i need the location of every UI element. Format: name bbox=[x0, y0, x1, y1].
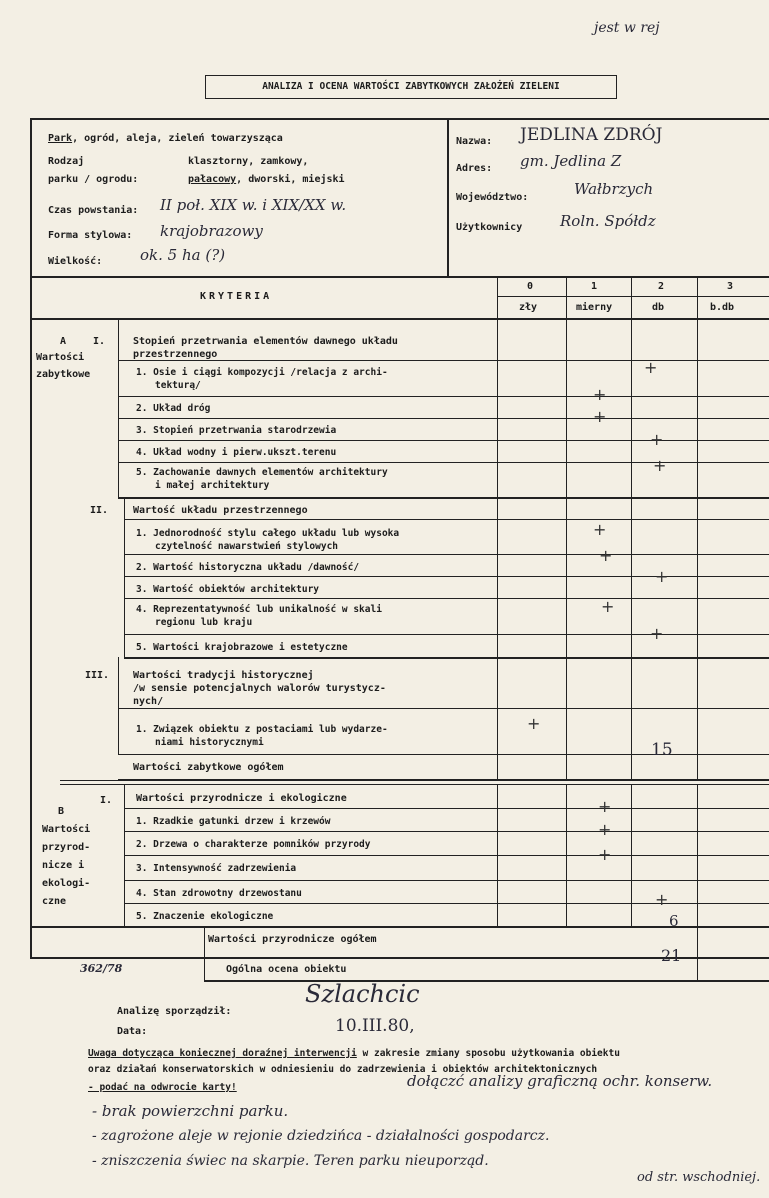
rodzaj-values-2 bbox=[188, 174, 345, 185]
forma-label: Forma stylowa: bbox=[48, 230, 133, 241]
table-border-top bbox=[30, 118, 769, 120]
group-3-roman: III. bbox=[85, 670, 110, 681]
totals-left-line bbox=[204, 926, 205, 980]
mark-a2-4: + bbox=[601, 597, 615, 616]
info-divider bbox=[447, 118, 449, 276]
overall-value: 21 bbox=[661, 946, 682, 965]
czas-value: II poł. XIX w. i XIX/XX w. bbox=[160, 196, 347, 214]
wielkosc-value: ok. 5 ha (?) bbox=[140, 246, 226, 264]
uzytk-value: Roln. Spółdz bbox=[560, 212, 656, 230]
mark-a1-2: + bbox=[593, 385, 607, 404]
table-border-left bbox=[30, 118, 32, 958]
group-1-title-2: przestrzennego bbox=[133, 349, 218, 360]
row-line bbox=[124, 576, 769, 577]
palacowy-selected: pałacowy bbox=[188, 174, 237, 185]
overall-label: Ogólna ocena obiektu bbox=[226, 964, 347, 975]
row-line bbox=[118, 360, 769, 361]
section-b-total-value: 6 bbox=[669, 912, 679, 930]
section-b-roman: I. bbox=[100, 795, 113, 806]
mark-a1-3: + bbox=[593, 407, 607, 426]
signature: Szlachcic bbox=[305, 980, 420, 1008]
section-a-title-2: zabytkowe bbox=[36, 369, 91, 380]
criterion-a2-4-l1: 4. Reprezentatywność lub unikalność w skali bbox=[136, 604, 382, 615]
row-line bbox=[124, 598, 769, 599]
criterion-b-5: 5. Znaczenie ekologiczne bbox=[136, 911, 274, 922]
section-divider bbox=[60, 780, 769, 781]
date-label: Data: bbox=[117, 1026, 148, 1037]
handwritten-note-4: od str. wschodniej. bbox=[637, 1170, 761, 1185]
criterion-a2-2: 2. Wartość historyczna układu /dawność/ bbox=[136, 562, 360, 573]
criterion-a1-4: 4. Układ wodny i pierw.ukszt.terenu bbox=[136, 447, 337, 458]
row-line bbox=[124, 880, 769, 881]
section-b-title-1: Wartości bbox=[42, 824, 91, 835]
mark-b-1: + bbox=[598, 797, 612, 816]
row-line bbox=[124, 855, 769, 856]
row-line bbox=[30, 926, 769, 928]
criterion-a2-1-l2: czytelność nawarstwień stylowych bbox=[155, 541, 339, 552]
group-1-title-1: Stopień przetrwania elementów dawnego układu bbox=[133, 336, 398, 347]
note-line-1-rest: w zakresie zmiany sposobu użytkowania obiektu bbox=[356, 1048, 620, 1059]
row-line bbox=[118, 396, 769, 397]
handwritten-note-1: - brak powierzchni parku. bbox=[92, 1102, 289, 1120]
totals-right-line bbox=[697, 926, 698, 980]
park-type-line bbox=[48, 133, 283, 144]
criterion-a1-2: 2. Układ dróg bbox=[136, 403, 211, 414]
group-3-title-3: nych/ bbox=[133, 696, 164, 707]
criterion-a2-3: 3. Wartość obiektów architektury bbox=[136, 584, 320, 595]
mark-a1-5: + bbox=[653, 456, 667, 475]
czas-label: Czas powstania: bbox=[48, 205, 139, 216]
col-3-num: 3 bbox=[727, 281, 734, 292]
mark-b-3: + bbox=[598, 845, 612, 864]
row-line bbox=[118, 462, 769, 463]
adres-value: gm. Jedlina Z bbox=[520, 152, 622, 170]
mark-a2-1: + bbox=[593, 520, 607, 539]
note-line-1 bbox=[88, 1048, 620, 1059]
adres-label: Adres: bbox=[456, 163, 493, 174]
ref-number: 362/78 bbox=[80, 962, 123, 975]
col-2-num: 2 bbox=[658, 281, 665, 292]
criteria-label: KRYTERIA bbox=[200, 291, 273, 302]
col-0-num: 0 bbox=[527, 281, 534, 292]
group-3-left-line bbox=[118, 657, 119, 755]
park-type-options: , ogród, aleja, zieleń towarzysząca bbox=[72, 133, 283, 144]
section-b-title-3: nicze i bbox=[42, 860, 85, 871]
date-value: 10.III.80, bbox=[335, 1016, 415, 1036]
criterion-a3-1-l1: 1. Związek obiektu z postaciami lub wydarze- bbox=[136, 724, 388, 735]
form-title: ANALIZA I OCENA WARTOŚCI ZABYTKOWYCH ZAŁOŻEŃ ZIELENI bbox=[205, 75, 617, 99]
park-type-selected: Park bbox=[48, 133, 73, 144]
mark-b-4: + bbox=[655, 890, 669, 909]
woj-label: Województwo: bbox=[456, 192, 529, 203]
woj-value: Wałbrzych bbox=[574, 180, 654, 198]
col-2-line bbox=[631, 276, 632, 779]
criterion-a1-5-l2: i małej architektury bbox=[155, 480, 270, 491]
col-1-line bbox=[566, 276, 567, 779]
section-a-total-label: Wartości zabytkowe ogółem bbox=[133, 762, 284, 773]
criterion-a2-4-l2: regionu lub kraju bbox=[155, 617, 253, 628]
col-2-name: db bbox=[652, 302, 665, 313]
col-3-line bbox=[697, 276, 698, 779]
section-a-total-value: 15 bbox=[651, 740, 673, 760]
row-line bbox=[124, 554, 769, 555]
section-divider bbox=[60, 784, 769, 785]
group-3-title-1: Wartości tradycji historycznej bbox=[133, 670, 314, 681]
criterion-b-3: 3. Intensywność zadrzewienia bbox=[136, 863, 297, 874]
uzytk-label: Użytkownicy bbox=[456, 222, 523, 233]
mark-a2-5: + bbox=[650, 624, 664, 643]
section-a-roman: I. bbox=[93, 336, 106, 347]
rodzaj-label: Rodzaj bbox=[48, 156, 85, 167]
group-3-title-2: /w sensie potencjalnych walorów turystycz- bbox=[133, 683, 386, 694]
mark-a2-3: + bbox=[655, 567, 669, 586]
row-line bbox=[124, 519, 769, 520]
col-0-name: zły bbox=[519, 302, 538, 313]
group-2-roman: II. bbox=[90, 505, 109, 516]
nazwa-value: JEDLINA ZDRÓJ bbox=[520, 125, 663, 145]
forma-value: krajobrazowy bbox=[160, 222, 263, 240]
criterion-a3-1-l2: niami historycznymi bbox=[155, 737, 264, 748]
col-0-line bbox=[497, 276, 498, 779]
mark-a2-2: + bbox=[599, 546, 613, 565]
row-line bbox=[118, 708, 769, 709]
header-bottom-line bbox=[30, 318, 769, 320]
section-b-letter: B bbox=[58, 806, 65, 817]
criterion-b-2: 2. Drzewa o charakterze pomników przyrody bbox=[136, 839, 371, 850]
section-b-title-4: ekologi- bbox=[42, 878, 91, 889]
analysis-label: Analizę sporządził: bbox=[117, 1006, 232, 1017]
row-line bbox=[118, 497, 769, 499]
section-a-title-1: Wartości bbox=[36, 352, 85, 363]
section-b-total-label: Wartości przyrodnicze ogółem bbox=[208, 934, 377, 945]
section-b-title-2: przyrod- bbox=[42, 842, 91, 853]
criterion-a1-1-l2: tekturą/ bbox=[155, 380, 201, 391]
wielkosc-label: Wielkość: bbox=[48, 256, 103, 267]
col-3-name: b.db bbox=[710, 302, 735, 313]
col-1-name: mierny bbox=[576, 302, 613, 313]
rodzaj-values-1: klasztorny, zamkowy, bbox=[188, 156, 309, 167]
row-line bbox=[118, 440, 769, 441]
rodzaj-values-2-rest: , dworski, miejski bbox=[236, 174, 345, 185]
row-line bbox=[118, 418, 769, 419]
group-2-title: Wartość układu przestrzennego bbox=[133, 505, 308, 516]
note-underlined: Uwaga dotycząca koniecznej doraźnej interwencji bbox=[88, 1048, 357, 1059]
nazwa-label: Nazwa: bbox=[456, 136, 493, 147]
section-b-group-title: Wartości przyrodnicze i ekologiczne bbox=[136, 793, 347, 804]
note-line-3: - podać na odwrocie karty! bbox=[88, 1082, 237, 1093]
section-a-label-line bbox=[118, 318, 119, 498]
handwritten-note-2: - zagrożone aleje w rejonie dziedzińca - działalności gospodarcz. bbox=[92, 1128, 550, 1144]
section-a-letter: A bbox=[60, 336, 67, 347]
header-mid-line bbox=[497, 296, 769, 297]
criterion-a2-5: 5. Wartości krajobrazowe i estetyczne bbox=[136, 642, 348, 653]
handwritten-note-3: - zniszczenia świec na skarpie. Teren parku nieuporząd. bbox=[92, 1153, 489, 1169]
row-line bbox=[124, 634, 769, 635]
row-line bbox=[124, 808, 769, 809]
criterion-a1-3: 3. Stopień przetrwania starodrzewia bbox=[136, 425, 337, 436]
col-1-num: 1 bbox=[591, 281, 598, 292]
mark-a3-1: + bbox=[527, 714, 541, 733]
corner-note: jest w rej bbox=[594, 20, 660, 36]
handwritten-note-0: dołączć analizy graficzną ochr. konserw. bbox=[407, 1072, 713, 1090]
section-b-title-5: czne bbox=[42, 896, 67, 907]
row-line bbox=[124, 903, 769, 904]
note-line-2: oraz działań konserwatorskich w odniesieniu do zadrzewienia i obiektów architektonicznych bbox=[88, 1064, 598, 1075]
criterion-a1-1-l1: 1. Osie i ciągi kompozycji /relacja z archi- bbox=[136, 367, 388, 378]
criterion-a2-1-l1: 1. Jednorodność stylu całego układu lub wysoka bbox=[136, 528, 400, 539]
row-line bbox=[30, 957, 769, 959]
criterion-b-1: 1. Rzadkie gatunki drzew i krzewów bbox=[136, 816, 331, 827]
info-bottom-line bbox=[30, 276, 769, 278]
criterion-a1-5-l1: 5. Zachowanie dawnych elementów architektury bbox=[136, 467, 388, 478]
mark-a1-1: + bbox=[644, 358, 658, 377]
row-line bbox=[124, 657, 769, 659]
parku-label: parku / ogrodu: bbox=[48, 174, 139, 185]
criterion-b-4: 4. Stan zdrowotny drzewostanu bbox=[136, 888, 302, 899]
mark-a1-4: + bbox=[650, 430, 664, 449]
totals-bottom-line bbox=[204, 980, 769, 982]
mark-b-2: + bbox=[598, 820, 612, 839]
group-2-left-line bbox=[124, 497, 125, 657]
row-line bbox=[124, 831, 769, 832]
